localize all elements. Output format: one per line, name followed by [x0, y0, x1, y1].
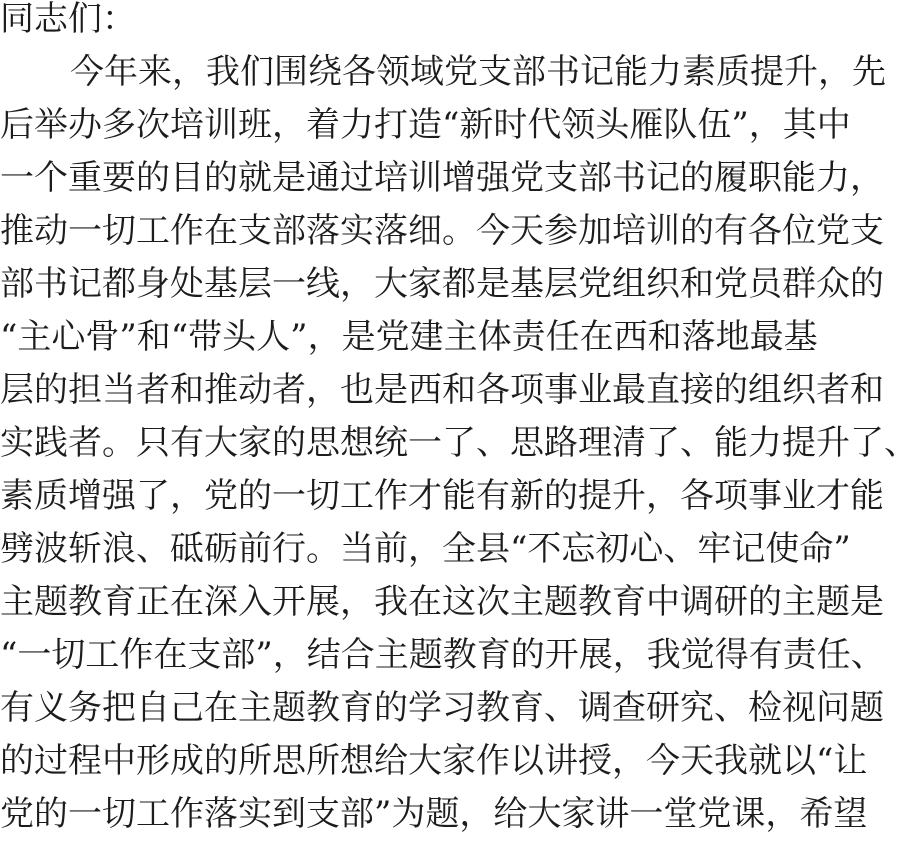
line-text: 实 践 者 。 只 有 大 家 的 思 想 统 一 了 、 思 路 理 清 了 、 能 力 提 升 了 、 — [0, 423, 918, 463]
paragraph-line — [0, 681, 884, 735]
line-text: 层 的 担 当 者 和 推 动 者 ， 也 是 西 和 各 项 事 业 最 直 接 的 组 织 者 和 — [0, 370, 884, 410]
paragraph-line — [0, 628, 885, 682]
line-text: 主 题 教 育 正 在 深 入 开 展 ， 我 在 这 次 主 题 教 育 中 调 研 的 主 题 是 — [0, 582, 884, 622]
line-text: 推 动 一 切 工 作 在 支 部 落 实 落 细 。 今 天 参 加 培 训 的 有 各 位 党 支 — [0, 211, 884, 251]
paragraph-line — [0, 575, 884, 629]
paragraph-line — [0, 416, 918, 470]
line-text: 劈 波 斩 浪 、 砥 砺 前 行 。 当 前 ， 全 县 “ 不 忘 初 心 、 牢 记 使 命 ” — [0, 529, 851, 569]
paragraph-line — [0, 204, 884, 258]
line-text: 今 年 来 ， 我 们 围 绕 各 领 域 党 支 部 书 记 能 力 素 质 提 升 ， 先 — [70, 52, 886, 92]
paragraph-line — [0, 522, 851, 576]
line-text: 部 书 记 都 身 处 基 层 一 线 ， 大 家 都 是 基 层 党 组 织 和 党 员 群 众 的 — [0, 264, 884, 304]
paragraph-line — [0, 469, 884, 523]
paragraph-line — [0, 257, 884, 311]
line-text: “ 一 切 工 作 在 支 部 ” ， 结 合 主 题 教 育 的 开 展 ， 我 觉 得 有 责 任 、 — [0, 635, 885, 675]
paragraph-line — [0, 151, 884, 205]
salutation-text: 同志们： — [0, 0, 136, 39]
paragraph-line — [0, 45, 886, 99]
paragraph-line — [0, 734, 868, 788]
paragraph-line — [0, 787, 868, 841]
line-text: 的 过 程 中 形 成 的 所 思 所 想 给 大 家 作 以 讲 授 ， 今 天 我 就 以 “ 让 — [0, 741, 868, 781]
line-text: 素 质 增 强 了 ， 党 的 一 切 工 作 才 能 有 新 的 提 升 ， 各 项 事 业 才 能 — [0, 476, 884, 516]
line-text: 有 义 务 把 自 己 在 主 题 教 育 的 学 习 教 育 、 调 查 研 究 、 检 视 问 题 — [0, 688, 884, 728]
line-text: 党 的 一 切 工 作 落 实 到 支 部 ” 为 题 ， 给 大 家 讲 一 堂 党 课 ， 希 望 — [0, 794, 868, 834]
line-text: “ 主 心 骨 ” 和 “ 带 头 人 ” ， 是 党 建 主 体 责 任 在 西 和 落 地 最 基 — [0, 317, 818, 357]
paragraph-line — [0, 310, 818, 364]
paragraph-line — [0, 98, 851, 152]
line-text: 一 个 重 要 的 目 的 就 是 通 过 培 训 增 强 党 支 部 书 记 的 履 职 能 力 ， — [0, 158, 884, 198]
line-text: 后 举 办 多 次 培 训 班 ， 着 力 打 造 “ 新 时 代 领 头 雁 队 伍 ” ， 其 中 — [0, 105, 851, 145]
paragraph-line — [0, 363, 884, 417]
salutation — [0, 0, 800, 46]
